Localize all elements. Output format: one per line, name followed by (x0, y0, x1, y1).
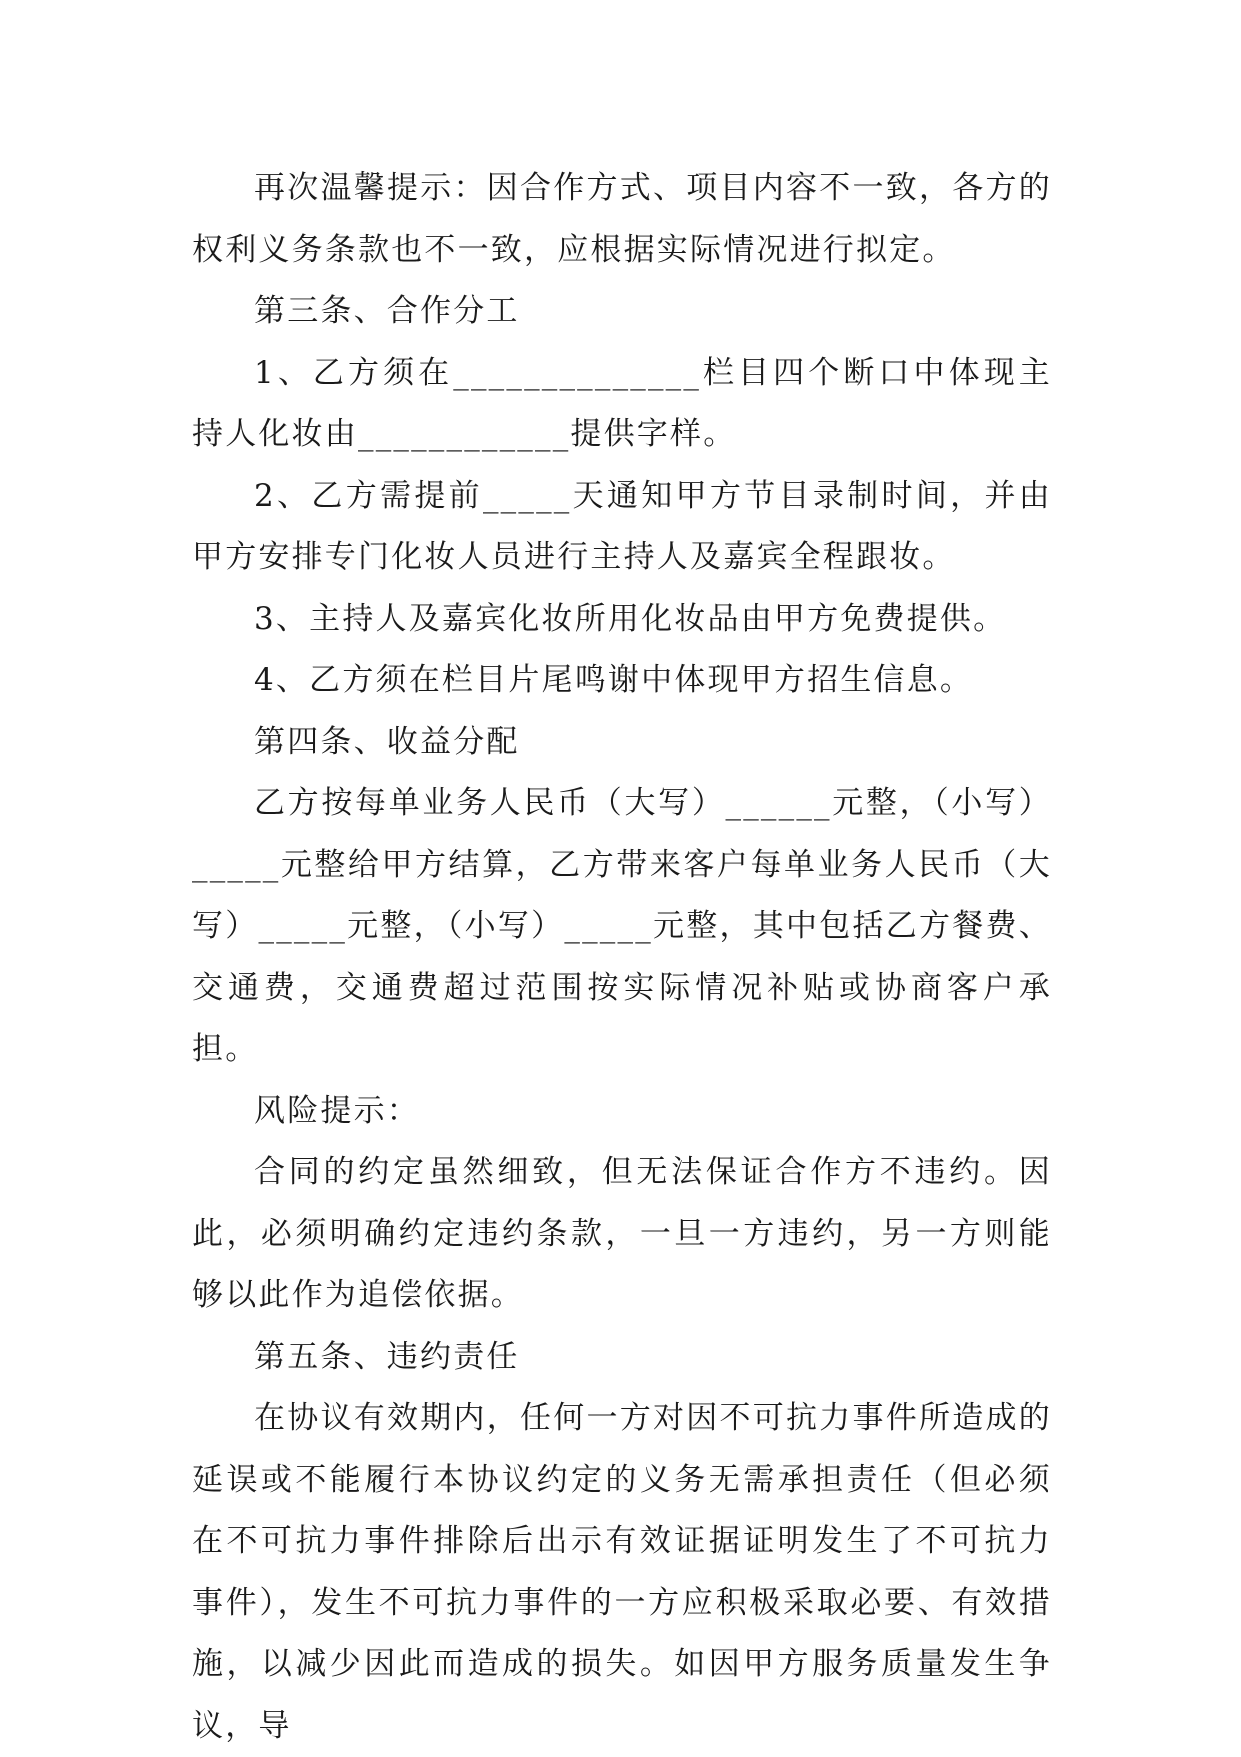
heading-article-5: 第五条、违约责任 (254, 1338, 520, 1375)
paragraph-risk: 合同的约定虽然细致，但无法保证合作方不违约。因此，必须明确约定违约条款，一旦一方违约，另一方则能够以此作为追偿依据。 (192, 1154, 1052, 1313)
paragraph-clause-3-2: 2、乙方需提前_____天通知甲方节目录制时间，并由甲方安排专门化妆人员进行主持人及嘉宾全程跟妆。 (192, 477, 1052, 575)
heading-article-3: 第三条、合作分工 (254, 293, 520, 329)
paragraph-liability: 在协议有效期内，任何一方对因不可抗力事件所造成的延误或不能履行本协议约定的义务无需承担责任（但必须在不可抗力事件排除后出示有效证据证明发生了不可抗力事件），发生不可抗力事件的一方应积极采取必要、有效措施，以减少因此而造成的损失。如因甲方服务质量发生争议，导 (192, 1400, 1052, 1744)
paragraph-clause-3-3: 3、主持人及嘉宾化妆所用化妆品由甲方免费提供。 (254, 600, 1007, 637)
paragraph-clause-3-1: 1、乙方须在______________栏目四个断口中体现主持人化妆由____________提供字样。 (192, 354, 1052, 452)
paragraph-revenue: 乙方按每单业务人民币（大写）______元整，（小写）_____元整给甲方结算，乙方带来客户每单业务人民币（大写）_____元整，（小写）_____元整，其中包括乙方餐费、交通费，交通费超过范围按实际情况补贴或协商客户承担。 (192, 785, 1052, 1067)
paragraph-reminder: 再次温馨提示：因合作方式、项目内容不一致，各方的权利义务条款也不一致，应根据实际情况进行拟定。 (192, 170, 1052, 268)
heading-article-4: 第四条、收益分配 (254, 723, 520, 760)
paragraph-clause-3-4: 4、乙方须在栏目片尾鸣谢中体现甲方招生信息。 (254, 662, 974, 698)
heading-risk-notice: 风险提示： (254, 1092, 420, 1129)
document-body (192, 158, 1052, 1757)
